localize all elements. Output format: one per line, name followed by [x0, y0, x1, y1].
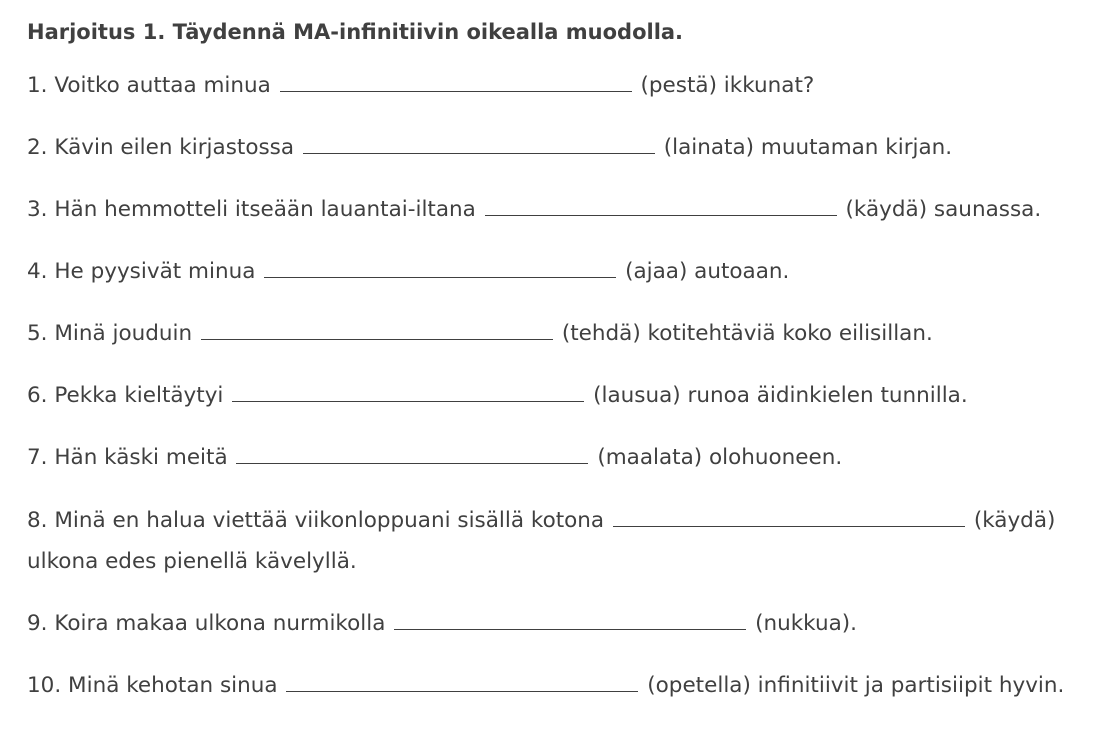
item-text-before: Kävin eilen kirjastossa — [54, 135, 295, 160]
exercise-title: Harjoitus 1. Täydennä MA-infinitiivin oikealla muodolla. — [27, 20, 684, 44]
item-text-before: Hän käski meitä — [54, 445, 228, 470]
exercise-item-2 — [27, 128, 1091, 168]
item-text-after: (maalata) olohuoneen. — [597, 445, 843, 470]
item-number: 10. — [27, 673, 62, 698]
exercise-list — [27, 66, 1091, 706]
item-number: 1. — [27, 73, 48, 98]
item-text-after: (ajaa) autoaan. — [625, 259, 790, 284]
item-number: 6. — [27, 383, 48, 408]
item-text-before: Koira makaa ulkona nurmikolla — [47, 611, 386, 636]
exercise-item-6 — [27, 376, 1091, 416]
item-number: 4. — [27, 259, 48, 284]
exercise-item-1 — [27, 66, 1091, 106]
answer-blank[interactable] — [232, 379, 584, 402]
item-text-after: (lausua) runoa äidinkielen tunnilla. — [593, 383, 968, 408]
answer-blank[interactable] — [201, 317, 553, 340]
item-text-before: Pekka kieltäytyi — [54, 383, 224, 408]
item-number: 9. — [27, 611, 48, 636]
exercise-item-10 — [27, 666, 1091, 706]
item-text-after: (tehdä) kotitehtäviä koko eilisillan. — [561, 321, 933, 346]
exercise-item-8 — [27, 500, 1087, 582]
exercise-item-5 — [27, 314, 1091, 354]
exercise-item-3 — [27, 190, 1091, 230]
exercise-item-7 — [27, 438, 1091, 478]
item-text-before: He pyysivät minua — [54, 259, 256, 284]
item-number: 7. — [27, 445, 48, 470]
answer-blank[interactable] — [613, 504, 965, 527]
item-number: 2. — [27, 135, 48, 160]
item-text-before: Minä en halua viettää viikonloppuani sisällä kotona — [54, 508, 605, 533]
item-number: 8. — [27, 508, 48, 533]
item-text-after: (lainata) muutaman kirjan. — [663, 135, 953, 160]
answer-blank[interactable] — [280, 69, 632, 92]
item-text-after: (pestä) ikkunat? — [640, 73, 815, 98]
answer-blank[interactable] — [286, 669, 638, 692]
answer-blank[interactable] — [264, 255, 616, 278]
answer-blank[interactable] — [236, 441, 588, 464]
item-text-after: (käydä) ulkona edes pienellä kävelyllä. — [27, 508, 1056, 574]
answer-blank[interactable] — [303, 131, 655, 154]
item-text-before: Minä kehotan sinua — [68, 673, 278, 698]
item-text-after: (nukkua). — [755, 611, 857, 636]
exercise-item-9 — [27, 604, 1091, 644]
item-text-before: Voitko auttaa minua — [54, 73, 271, 98]
answer-blank[interactable] — [485, 193, 837, 216]
item-text-after: (käydä) saunassa. — [845, 197, 1042, 222]
item-text-before: Hän hemmotteli itseään lauantai-iltana — [54, 197, 476, 222]
item-text-after: (opetella) infinitiivit ja partisiipit hyvin. — [647, 673, 1065, 698]
answer-blank[interactable] — [394, 607, 746, 630]
item-text-before: Minä jouduin — [54, 321, 193, 346]
exercise-item-4 — [27, 252, 1091, 292]
item-number: 5. — [27, 321, 48, 346]
item-number: 3. — [27, 197, 48, 222]
